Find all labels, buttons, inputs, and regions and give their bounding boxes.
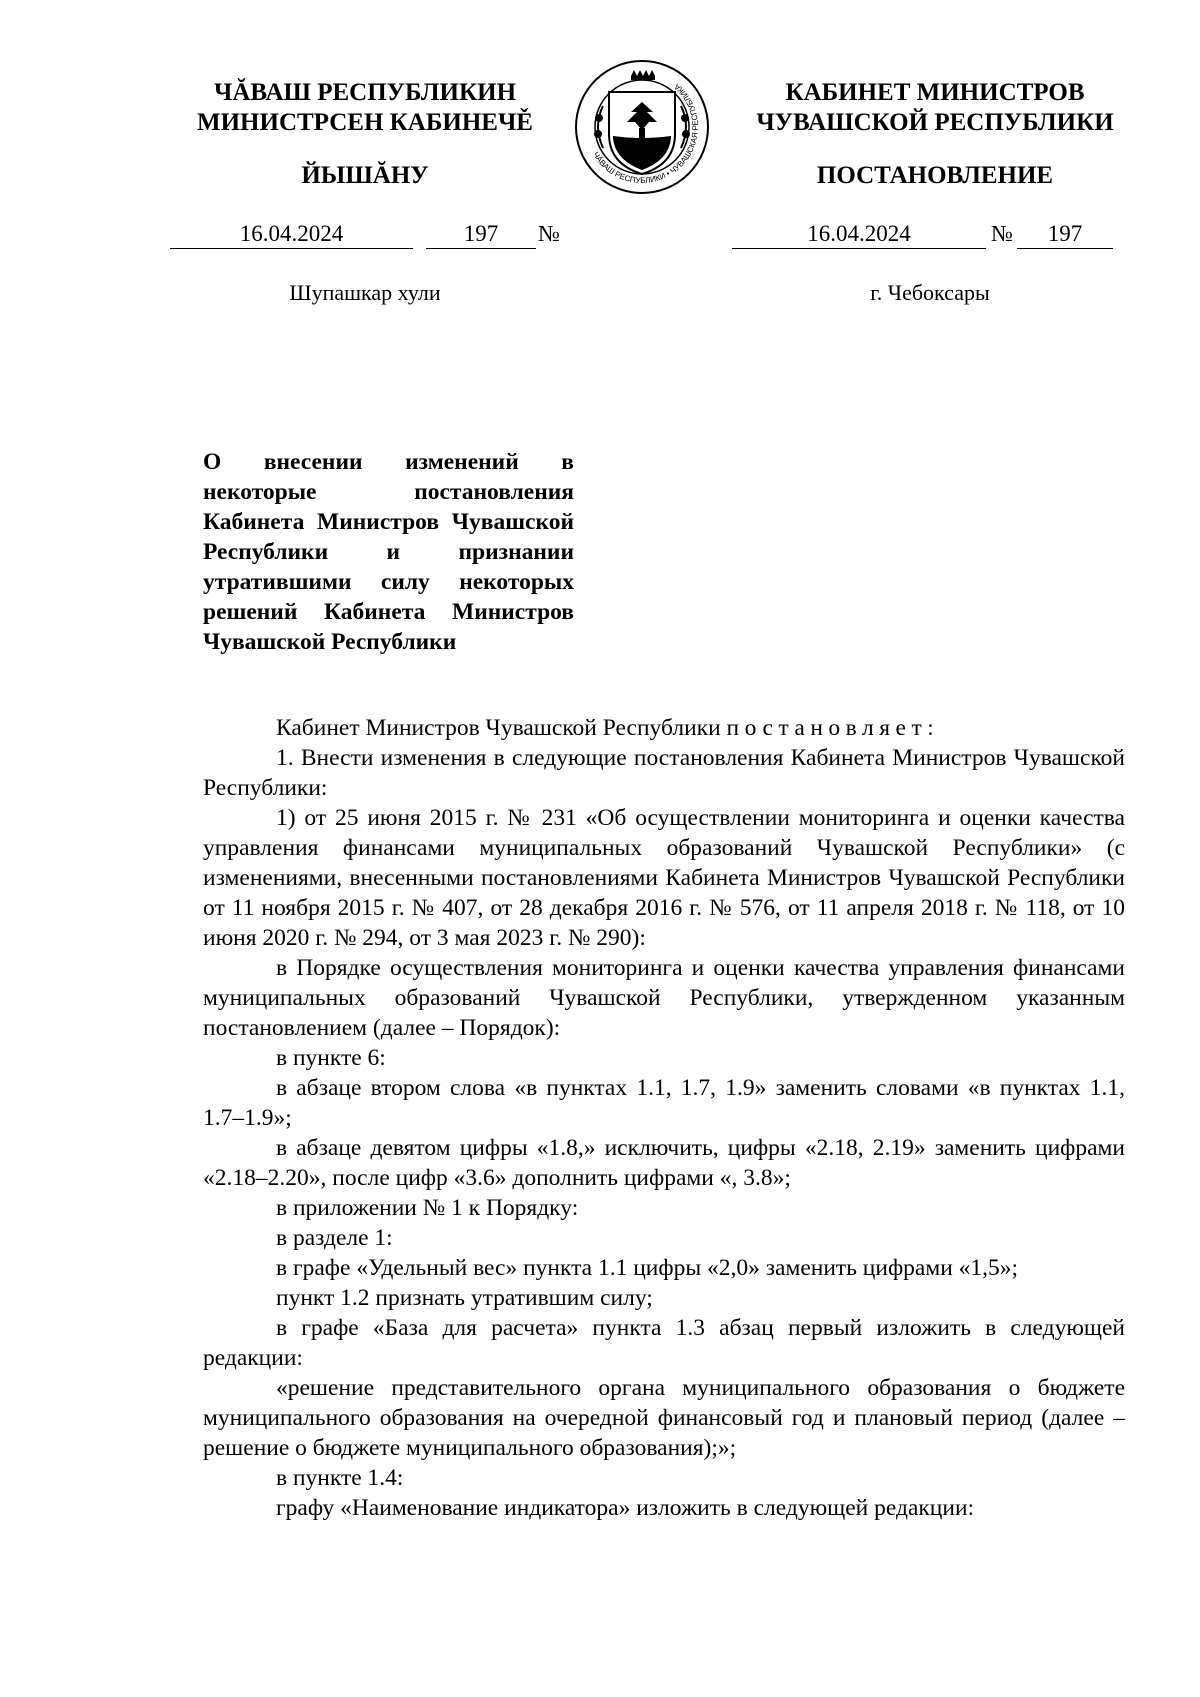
body-paragraph: «решение представительного органа муниципального образования о бюджете муниципального образования на очередной финансовый год и плановый период (далее – решение о бюджете муниципального образования);»;	[203, 1375, 1125, 1461]
chuvash-coat-of-arms-icon	[571, 56, 713, 198]
body-paragraph: в приложении № 1 к Порядку:	[276, 1195, 579, 1221]
body-paragraph: в абзаце втором слова «в пунктах 1.1, 1.7, 1.9» заменить словами «в пунктах 1.1, 1.7–1.9»;	[203, 1075, 1125, 1131]
right-number-sign: №	[991, 221, 1013, 246]
right-number-field: 197	[1017, 220, 1113, 249]
intro-text: Кабинет Министров Чувашской Республики	[276, 715, 727, 741]
right-date-field: 16.04.2024	[732, 220, 986, 249]
left-number-field: 197	[426, 220, 536, 249]
document-body	[203, 713, 1125, 1523]
header-right-org	[715, 78, 1155, 138]
body-paragraph: в пункте 6:	[276, 1045, 386, 1071]
body-paragraph: пункт 1.2 признать утратившим силу;	[276, 1285, 653, 1311]
intro-paragraph	[203, 713, 1125, 743]
left-city: Шупашкар хули	[289, 280, 441, 305]
body-paragraph: 1) от 25 июня 2015 г. № 231 «Об осуществлении мониторинга и оценки качества управления финансами муниципальных образований Чувашской Республики» (с изменениями, внесенными постановлениями Кабинета Министров Чувашской Республики от 11 ноября 2015 г. № 407, от 28 декабря 2016 г. № 576, от 11 апреля 2018 г. № 118, от 10 июня 2020 г. № 294, от 3 мая 2023 г. № 290):	[203, 805, 1125, 951]
body-paragraph: в разделе 1:	[276, 1225, 393, 1251]
emblem-ring-text: ЧĂВАШ РЕСПУБЛИКИ • ЧУВАШСКАЯ РЕСПУБЛИКА	[591, 81, 701, 186]
body-paragraph: графу «Наименование индикатора» изложить в следующей редакции:	[276, 1495, 975, 1521]
header-right-line1: КАБИНЕТ МИНИСТРОВ	[785, 79, 1085, 106]
body-paragraph: в графе «База для расчета» пункта 1.3 абзац первый изложить в следующей редакции:	[203, 1315, 1125, 1371]
header-left-line2: МИНИСТРСЕН КАБИНЕЧĚ	[197, 109, 533, 136]
body-paragraph: в абзаце девятом цифры «1.8,» исключить, цифры «2.18, 2.19» заменить цифрами «2.18–2.20», после цифр «3.6» дополнить цифрами «, 3.8»;	[203, 1135, 1125, 1191]
document-title: О внесении изменений в некоторые постановления Кабинета Министров Чувашской Республики и признании утратившими силу некоторых решений Кабинета Министров Чувашской Республики	[203, 449, 574, 655]
body-paragraph: 1. Внести изменения в следующие постановления Кабинета Министров Чувашской Республики:	[203, 745, 1125, 801]
body-paragraph: в Порядке осуществления мониторинга и оценки качества управления финансами муниципальных образований Чувашской Республики, утвержденном указанным постановлением (далее – Порядок):	[203, 955, 1125, 1041]
header-right-line2: ЧУВАШСКОЙ РЕСПУБЛИКИ	[756, 109, 1114, 136]
intro-verb: постановляет:	[726, 715, 940, 741]
body-paragraph: в графе «Удельный вес» пункта 1.1 цифры «2,0» заменить цифрами «1,5»;	[276, 1255, 1019, 1281]
right-city: г. Чебоксары	[870, 280, 990, 305]
body-paragraph: в пункте 1.4:	[276, 1465, 404, 1491]
header-left-line1: ЧĂВАШ РЕСПУБЛИКИН	[213, 79, 517, 106]
header-left-org	[160, 78, 570, 138]
left-date-field: 16.04.2024	[170, 220, 413, 249]
header-left-doctype: ЙЫШĂНУ	[301, 162, 429, 189]
header-right-doctype: ПОСТАНОВЛЕНИЕ	[816, 162, 1054, 189]
left-number-sign: №	[538, 221, 560, 246]
